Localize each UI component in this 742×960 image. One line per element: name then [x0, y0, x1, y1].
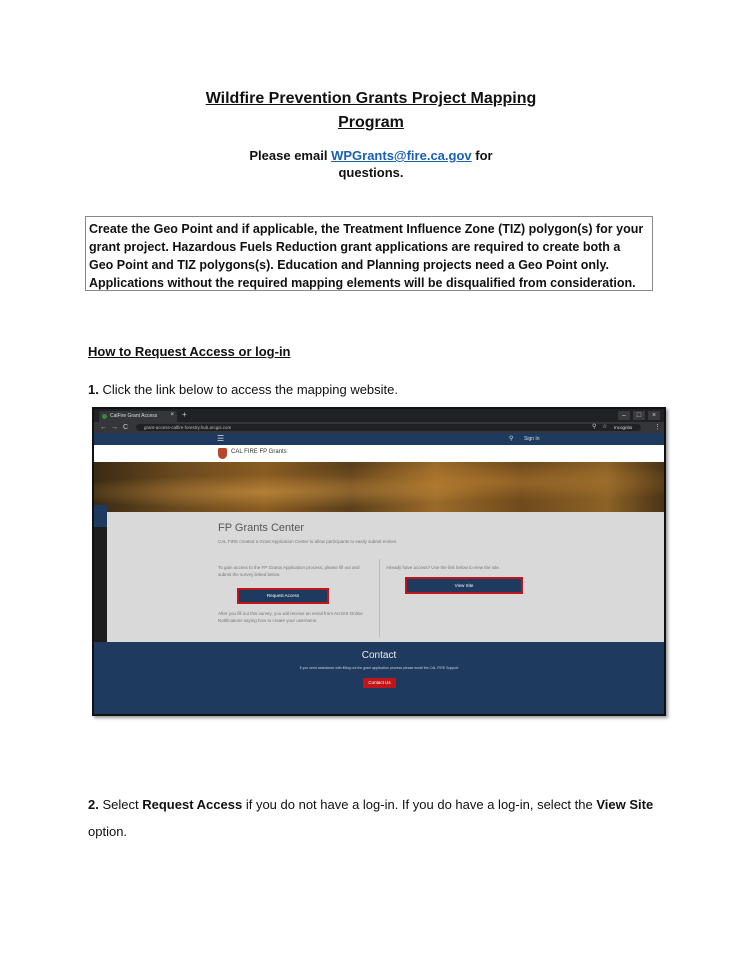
address-bar-row	[94, 422, 664, 433]
step-2-request-access: Request Access	[142, 797, 243, 812]
favicon-icon	[102, 414, 107, 419]
contact-us-button[interactable]: Contact Us	[363, 678, 396, 688]
browser-menu-icon[interactable]: ⋮	[654, 424, 661, 431]
step-2-number: 2.	[88, 797, 99, 812]
site-search-icon[interactable]: ⚲	[509, 436, 514, 442]
window-close-icon[interactable]: ×	[648, 411, 660, 420]
step-2-text-a: Select	[102, 797, 139, 812]
bookmark-star-icon[interactable]: ☆	[602, 424, 608, 430]
step-2-text-c: option.	[88, 824, 128, 839]
mapping-site-screenshot	[92, 407, 666, 716]
reload-icon[interactable]: C	[123, 424, 129, 431]
email-line	[0, 148, 742, 163]
view-site-instructions: Already have access? Use the link below to view the site.	[386, 565, 501, 570]
column-divider	[379, 559, 380, 637]
contact-title: Contact	[361, 650, 397, 661]
sign-in-link[interactable]: Sign In	[524, 436, 540, 442]
grants-center-panel	[107, 512, 664, 642]
browser-tab-bar	[94, 409, 664, 422]
tab-title: CalFire Grant Access	[110, 413, 158, 419]
step-2	[88, 791, 663, 845]
url-field[interactable]: grant-access-calfire-forestry.hub.arcgis.com	[136, 424, 641, 431]
contact-subtitle: If you need assistance with filling out the grant application process please email the CAL FIRE Support	[299, 666, 459, 670]
requirements-notice: Create the Geo Point and if applicable, the Treatment Influence Zone (TIZ) polygon(s) for your grant project. Hazardous Fuels Reduction grant applications are required to create both a Geo Point and TIZ polygons(s). Education and Planning projects need a Geo Point only. Applications without the required mapping elements will be disqualified from consideration.	[85, 216, 653, 291]
page-title-line2: Program	[338, 114, 404, 131]
zoom-search-icon[interactable]: ⚲	[592, 424, 597, 430]
request-access-instructions: To gain access to the FP Grants Application process, please fill out and submit the survey linked below.	[218, 565, 360, 577]
cal-fire-logo-icon	[218, 448, 227, 459]
wildfire-banner-glow	[94, 462, 664, 512]
site-logo-text: CAL FIRE FP Grants	[231, 449, 287, 455]
grants-center-title: FP Grants Center	[218, 522, 304, 534]
side-accent-tab	[94, 505, 107, 527]
maximize-icon[interactable]: □	[633, 411, 645, 420]
step-2-view-site: View Site	[596, 797, 654, 812]
email-link[interactable]: WPGrants@fire.ca.gov	[331, 148, 472, 163]
after-survey-text: After you fill out this survey, you will receive an email from ArcGIS Online Notifications saying how to create your username.	[218, 611, 363, 623]
browser-tab[interactable]	[99, 411, 177, 422]
grants-center-subtitle: CAL FIRE created a Grant Application Center to allow participants to easily submit entries.	[218, 539, 398, 544]
step-1-text: Click the link below to access the mapping website.	[102, 382, 399, 397]
request-access-button[interactable]: Request Access	[237, 588, 329, 604]
minimize-icon[interactable]: –	[618, 411, 630, 420]
email-line-2: questions.	[338, 165, 404, 180]
incognito-badge: Incognito	[614, 425, 633, 430]
forward-icon[interactable]: →	[111, 424, 118, 431]
page-title-line1: Wildfire Prevention Grants Project Mapping	[205, 90, 537, 107]
site-header	[94, 445, 664, 462]
hamburger-menu-icon[interactable]: ☰	[217, 434, 225, 443]
step-1-number: 1.	[88, 382, 99, 397]
tab-close-icon[interactable]: ×	[170, 412, 174, 418]
email-prefix: Please email	[249, 148, 328, 163]
contact-footer	[94, 642, 664, 714]
view-site-button[interactable]: View Site	[405, 577, 523, 594]
step-2-text-b: if you do not have a log-in. If you do have a log-in, select the	[245, 797, 593, 812]
section-heading: How to Request Access or log-in	[88, 344, 291, 359]
back-icon[interactable]: ←	[100, 424, 107, 431]
new-tab-icon[interactable]: +	[182, 410, 187, 419]
site-top-bar	[94, 433, 664, 445]
step-1	[88, 376, 663, 403]
email-suffix: for	[475, 148, 493, 163]
